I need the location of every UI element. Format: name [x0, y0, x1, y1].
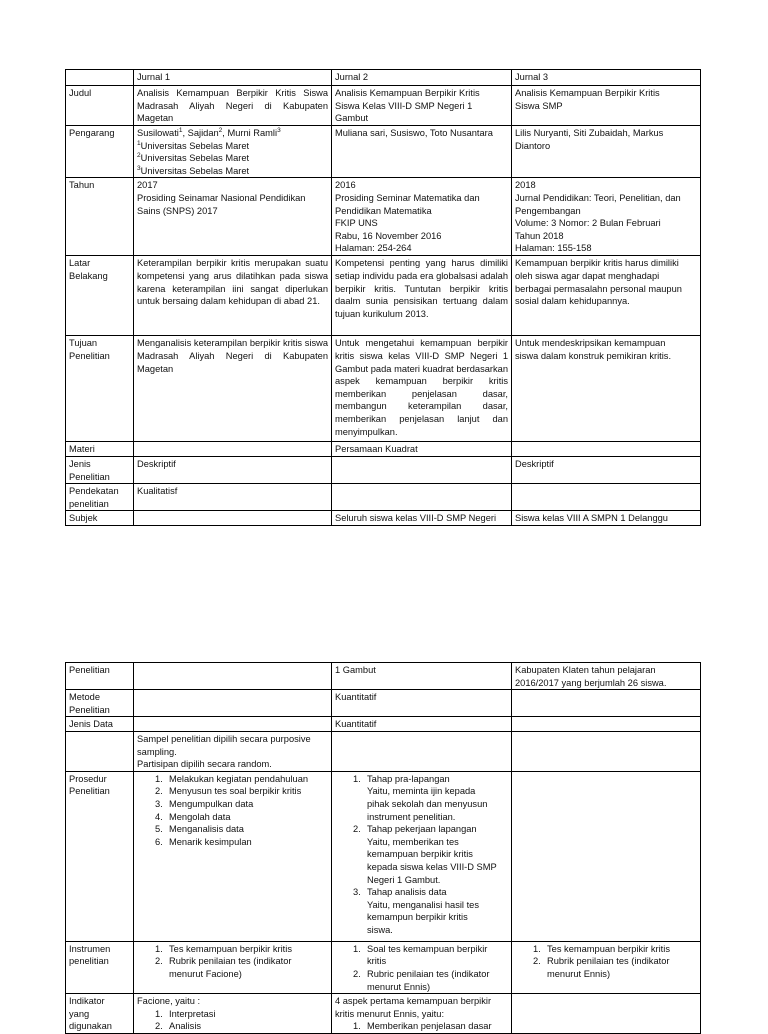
label-line: Jenis	[69, 458, 91, 469]
row-label-tahun: Tahun	[66, 178, 134, 256]
list-item-text: menurut Ennis)	[367, 981, 431, 992]
list-number: 6.	[155, 836, 163, 847]
list-number: 1.	[353, 773, 361, 784]
text-line: Volume: 3 Nomor: 2 Bulan Februari	[515, 218, 661, 229]
author-separator: ,	[222, 128, 228, 138]
subjek-jurnal-2: Seluruh siswa kelas VIII-D SMP Negeri	[332, 511, 512, 526]
text-line: Partisipan dipilih secara random.	[137, 759, 272, 770]
affiliation-superscript: 3	[137, 164, 141, 172]
list-item	[137, 773, 328, 786]
affiliation-line	[137, 165, 328, 178]
tujuan-jurnal-3	[512, 336, 701, 442]
text-line: Madrasah Aliyah Negeri di Kabupaten	[137, 100, 328, 111]
list-number: 1.	[155, 1008, 163, 1019]
label-line: digunakan	[69, 1021, 112, 1032]
label-line: Indikator	[69, 996, 105, 1007]
row-label-instrumen	[66, 941, 134, 993]
row-label-prosedur	[66, 771, 134, 941]
list-item-text: Mengumpulkan data	[169, 798, 254, 809]
table-row-tujuan	[66, 336, 701, 442]
indikator-list	[137, 1008, 328, 1033]
row-label-penelitian: Penelitian	[66, 663, 134, 690]
list-item-text: Rubric penilaian tes (indikator	[367, 968, 490, 979]
list-number: 1.	[533, 943, 541, 954]
table-row-penelitian	[66, 663, 701, 690]
table-row-metode	[66, 690, 701, 717]
header-jurnal-3: Jurnal 3	[512, 70, 701, 86]
header-jurnal-1: Jurnal 1	[134, 70, 332, 86]
instrumen-jurnal-3	[512, 941, 701, 993]
list-item-text: Tes kemampuan berpikir kritis	[547, 943, 670, 954]
list-item-text: instrument penelitian.	[367, 811, 456, 822]
table-row-pendekatan	[66, 484, 701, 511]
text-line: 2018	[515, 180, 536, 191]
metode-jurnal-2: Kuantitatif	[332, 690, 512, 717]
list-item	[137, 1008, 328, 1021]
list-number: 1.	[353, 943, 361, 954]
table-row-instrumen	[66, 941, 701, 993]
table-row-tahun	[66, 178, 701, 256]
list-item-text: kepada siswa kelas VIII-D SMP	[367, 861, 497, 872]
list-number: 1.	[353, 1021, 361, 1032]
list-item	[137, 785, 328, 798]
author-superscript: 1	[178, 126, 183, 134]
list-item-text: Melakukan kegiatan pendahuluan	[169, 773, 309, 784]
judul-jurnal-2	[332, 86, 512, 126]
prosedur-jurnal-2	[332, 771, 512, 941]
list-number: 1.	[155, 943, 163, 954]
list-number: 2.	[533, 956, 541, 967]
list-item-text: Tahap analisis data	[367, 887, 447, 898]
row-label-jenis-penelitian	[66, 456, 134, 483]
row-label-latar-belakang	[66, 256, 134, 336]
text-line: Jurnal Pendidikan: Teori, Penelitian, dan	[515, 192, 681, 203]
affiliation-text: Universitas Sebelas Maret	[140, 165, 250, 176]
judul-jurnal-1	[134, 86, 332, 126]
text-line: Kabupaten Klaten tahun pelajaran	[515, 665, 656, 675]
text-line: Kemampuan berpikir kritis harus dimiliki	[515, 258, 679, 269]
affiliation-line	[137, 140, 328, 153]
list-item-text: Interpretasi	[169, 1008, 216, 1019]
list-item-text: siswa.	[367, 924, 393, 935]
indikator-jurnal-2	[332, 994, 512, 1034]
instrumen-jurnal-2	[332, 941, 512, 993]
table-row-jenis-data	[66, 717, 701, 732]
table-row-subjek	[66, 511, 701, 526]
row-label-subjek: Subjek	[66, 511, 134, 526]
list-item-text: Mengolah data	[169, 811, 231, 822]
indikator-jurnal-1	[134, 994, 332, 1034]
affiliation-superscript: 2	[137, 152, 141, 160]
text-line: Lilis Nuryanti, Siti Zubaidah, Markus	[515, 128, 664, 138]
list-item-text: kemampuan berpikir kritis	[367, 849, 473, 860]
list-item	[515, 955, 697, 980]
text-line: sampling.	[137, 746, 177, 757]
author-name: Susilowati	[137, 128, 179, 138]
text-line: Analisis Kemampuan Berpikir Kritis	[515, 88, 660, 98]
list-item	[335, 823, 508, 886]
text-line: Sampel penelitian dipilih secara purposive	[137, 733, 311, 744]
judul-jurnal-3	[512, 86, 701, 126]
materi-jurnal-3	[512, 442, 701, 457]
list-item-text: Negeri 1 Gambut.	[367, 874, 441, 885]
list-number: 1.	[155, 773, 163, 784]
label-line: Metode	[69, 692, 101, 703]
list-item-text: Menganalisis data	[169, 824, 244, 835]
text-line: Halaman: 254-264	[335, 243, 412, 254]
label-line: Penelitian	[69, 786, 110, 797]
list-item-text: Rubrik penilaian tes (indikator	[169, 956, 292, 967]
table-row-pengarang	[66, 126, 701, 178]
label-line: Penelitian	[69, 471, 110, 482]
list-item	[137, 955, 328, 980]
author-name: Murni Ramli	[227, 128, 278, 138]
list-item-text: Rubrik penilaian tes (indikator	[547, 956, 670, 967]
sampel-jurnal-1	[134, 731, 332, 771]
subjek-jurnal-1	[134, 511, 332, 526]
list-item-text: kemampun berpikir kritis	[367, 912, 468, 923]
text-line: Analisis Kemampuan Berpikir Kritis Siswa	[137, 88, 328, 98]
list-number: 2.	[155, 786, 163, 797]
text-line: Gambut	[335, 113, 369, 124]
affiliation-superscript: 1	[137, 139, 141, 147]
list-number: 4.	[155, 811, 163, 822]
text-line: berbagai permasalahn personal maupun	[515, 283, 682, 294]
jenis-jurnal-1: Deskriptif	[134, 456, 332, 483]
comparison-table-2	[65, 662, 701, 1034]
label-line: Instrumen	[69, 943, 111, 954]
text-line: Pendidikan Matematika	[335, 205, 432, 216]
list-item-text: pihak sekolah dan menyusun	[367, 798, 488, 809]
text-line: Halaman: 155-158	[515, 243, 592, 254]
jenis-data-jurnal-1	[134, 717, 332, 732]
jenis-data-jurnal-2: Kuantitatif	[332, 717, 512, 732]
materi-jurnal-1	[134, 442, 332, 457]
label-line: Penelitian	[69, 350, 110, 361]
text-line: Analisis Kemampuan Berpikir Kritis	[335, 88, 480, 98]
latar-jurnal-1: Keterampilan berpikir kritis merupakan suatu kompetensi yang arus dilatihkan pada siswa karena keterampilan iini sangat diperlukan untuk bersaing dalam kehidupan di abad 21.	[134, 256, 332, 336]
prosedur-jurnal-3	[512, 771, 701, 941]
text-line: FKIP UNS	[335, 218, 378, 229]
list-number: 2.	[353, 824, 361, 835]
list-item-text: Memberikan penjelasan dasar	[367, 1021, 492, 1032]
list-number: 5.	[155, 824, 163, 835]
row-label-tujuan	[66, 336, 134, 442]
label-line: penelitian	[69, 956, 109, 967]
pengarang-jurnal-2	[332, 126, 512, 178]
penelitian-jurnal-3	[512, 663, 701, 690]
text-line: 2016/2017 yang berjumlah 26 siswa.	[515, 677, 667, 688]
text-line: Sains (SNPS) 2017	[137, 205, 218, 216]
author-line	[137, 127, 328, 140]
list-item	[335, 773, 508, 823]
list-item	[137, 943, 328, 956]
author-superscript: 3	[277, 126, 281, 134]
text-line: Diantoro	[515, 140, 551, 151]
label-line: yang	[69, 1008, 90, 1019]
list-item	[137, 836, 328, 849]
list-item	[515, 943, 697, 956]
list-item-text: Tahap pekerjaan lapangan	[367, 824, 477, 835]
label-line: Latar	[69, 258, 91, 269]
list-item-text: Menarik kesimpulan	[169, 836, 252, 847]
text-line: Prosiding Seinamar Nasional Pendidikan	[137, 192, 306, 203]
text-line: Rabu, 16 November 2016	[335, 230, 442, 241]
indikator-list	[335, 1020, 508, 1033]
list-item-text: Yaitu, meminta ijin kepada	[367, 786, 476, 797]
author-name: Sajidan	[187, 128, 219, 138]
tahun-jurnal-2	[332, 178, 512, 256]
text-line: Siswa Kelas VIII-D SMP Negeri 1	[335, 100, 473, 111]
latar-jurnal-2: Kompetensi penting yang harus dimiliki setiap individu pada era globalsasi adalah berpikir kritis. Tuntutan berpikir kritis daalm sunia pensisikan tertuang dalam tujuan kurikulum 2013.	[332, 256, 512, 336]
row-label-sampel	[66, 731, 134, 771]
list-item	[335, 968, 508, 993]
metode-jurnal-1	[134, 690, 332, 717]
label-line: Prosedur	[69, 773, 107, 784]
text-line: Muliana sari, Susiswo, Toto Nusantara	[335, 128, 493, 138]
table-row-jenis-penelitian	[66, 456, 701, 483]
row-label-pengarang: Pengarang	[66, 126, 134, 178]
list-item-text: Soal tes kemampuan berpikir	[367, 943, 488, 954]
table-row-prosedur	[66, 771, 701, 941]
pengarang-jurnal-3	[512, 126, 701, 178]
list-item	[137, 811, 328, 824]
list-item	[335, 943, 508, 968]
list-number: 3.	[155, 798, 163, 809]
affiliation-text: Universitas Sebelas Maret	[140, 140, 250, 151]
table-row-materi	[66, 442, 701, 457]
tahun-jurnal-1	[134, 178, 332, 256]
author-separator: ,	[182, 128, 188, 138]
list-number: 3.	[353, 887, 361, 898]
list-number: 2.	[353, 968, 361, 979]
header-jurnal-2: Jurnal 2	[332, 70, 512, 86]
tujuan-jurnal-2: Untuk mengetahui kemampuan berpikir kritis siswa kelas VIII-D SMP Negeri 1 Gambut pada materi kuadrat berdasarkan aspek kemampuan berpikir kritis memberikan penjelasan dasar, membangun keterampilan dasar, memberikan penjelasan lanjut dan menyimpulkan.	[332, 336, 512, 442]
list-item	[137, 823, 328, 836]
label-line: penelitian	[69, 498, 109, 509]
header-cell-empty	[66, 70, 134, 86]
text-line: oleh siswa agar dapat menghadapi	[515, 270, 660, 281]
text-line: 2017	[137, 180, 158, 191]
text-line: Facione, yaitu :	[137, 996, 201, 1007]
latar-jurnal-3	[512, 256, 701, 336]
row-label-jenis-data: Jenis Data	[66, 717, 134, 732]
table-row-latar-belakang	[66, 256, 701, 336]
tahun-jurnal-3	[512, 178, 701, 256]
pendekatan-jurnal-3	[512, 484, 701, 511]
list-item	[137, 798, 328, 811]
list-item-text: Menyusun tes soal berpikir kritis	[169, 786, 302, 797]
jenis-jurnal-2	[332, 456, 512, 483]
penelitian-jurnal-1	[134, 663, 332, 690]
list-number: 2.	[155, 956, 163, 967]
jenis-data-jurnal-3	[512, 717, 701, 732]
list-item	[335, 886, 508, 936]
metode-jurnal-3	[512, 690, 701, 717]
text-line: sosial dalam kehidupannya.	[515, 296, 630, 307]
text-line: Magetan	[137, 113, 174, 124]
text-line: 2016	[335, 180, 356, 191]
list-item-text: Tes kemampuan berpikir kritis	[169, 943, 292, 954]
indikator-jurnal-3	[512, 994, 701, 1034]
label-line: Penelitian	[69, 704, 110, 715]
comparison-table-1	[65, 69, 701, 526]
table-row-sampel	[66, 731, 701, 771]
label-line: Pendekatan	[69, 486, 119, 497]
list-number: 2.	[155, 1021, 163, 1032]
sampel-jurnal-2	[332, 731, 512, 771]
list-item-text: Tahap pra-lapangan	[367, 773, 450, 784]
text-line: Tahun 2018	[515, 230, 564, 241]
list-item-text: Yaitu, menganalisi hasil tes	[367, 899, 479, 910]
text-line: Siswa SMP	[515, 100, 563, 111]
pendekatan-jurnal-2	[332, 484, 512, 511]
label-line: Tujuan	[69, 338, 98, 349]
row-label-judul: Judul	[66, 86, 134, 126]
jenis-jurnal-3: Deskriptif	[512, 456, 701, 483]
row-label-materi: Materi	[66, 442, 134, 457]
text-line: Untuk mendeskripsikan kemampuan	[515, 338, 666, 349]
list-item-text: Yaitu, memberikan tes	[367, 836, 459, 847]
list-item	[335, 1020, 508, 1033]
table-row-header	[66, 70, 701, 86]
list-item-text: Analisis	[169, 1021, 202, 1032]
tujuan-jurnal-1: Menganalisis keterampilan berpikir kritis siswa Madrasah Aliyah Negeri di Kabupaten Magetan	[134, 336, 332, 442]
subjek-jurnal-3: Siswa kelas VIII A SMPN 1 Delanggu	[512, 511, 701, 526]
affiliation-line	[137, 152, 328, 165]
text-line: kritis menurut Ennis, yaitu:	[335, 1008, 445, 1019]
materi-jurnal-2: Persamaan Kuadrat	[332, 442, 512, 457]
label-line: Belakang	[69, 270, 108, 281]
table-row-judul	[66, 86, 701, 126]
pengarang-jurnal-1	[134, 126, 332, 178]
list-item-text: kritis	[367, 956, 387, 967]
prosedur-jurnal-1	[134, 771, 332, 941]
list-item	[137, 1020, 328, 1033]
text-line: siswa dalam konstruk pemikiran kritis.	[515, 350, 672, 361]
text-line: Pengembangan	[515, 205, 581, 216]
table-row-indikator	[66, 994, 701, 1034]
row-label-pendekatan	[66, 484, 134, 511]
list-item-text: menurut Facione)	[169, 968, 242, 979]
row-label-indikator	[66, 994, 134, 1034]
pendekatan-jurnal-1: Kualitatisf	[134, 484, 332, 511]
instrumen-jurnal-1	[134, 941, 332, 993]
sampel-jurnal-3	[512, 731, 701, 771]
affiliation-text: Universitas Sebelas Maret	[140, 153, 250, 164]
row-label-metode	[66, 690, 134, 717]
list-item-text: menurut Ennis)	[547, 968, 611, 979]
author-superscript: 2	[218, 126, 223, 134]
text-line: 4 aspek pertama kemampuan berpikir	[335, 996, 492, 1007]
penelitian-jurnal-2: 1 Gambut	[332, 663, 512, 690]
text-line: Prosiding Seminar Matematika dan	[335, 192, 480, 203]
